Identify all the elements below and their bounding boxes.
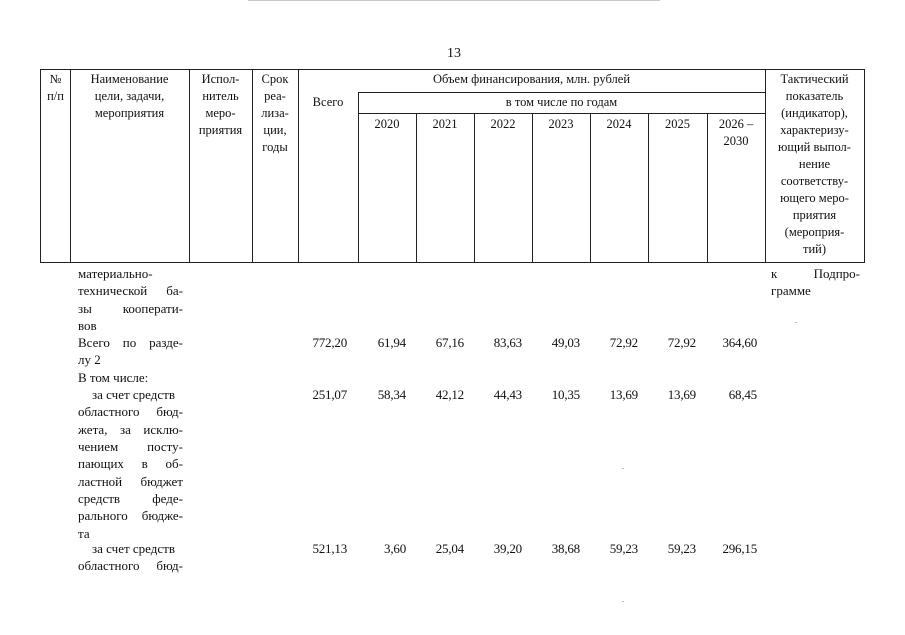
row-value: 13,69 xyxy=(609,387,638,402)
header-total: Всего xyxy=(312,95,344,109)
row-value: 44,43 xyxy=(493,387,522,402)
scan-speck xyxy=(622,601,624,602)
scan-speck xyxy=(795,322,797,323)
row-value: 68,45 xyxy=(728,387,757,402)
header-year-2021: 2021 xyxy=(432,117,458,131)
row-value: 10,35 xyxy=(551,387,580,402)
scan-speck xyxy=(622,468,624,469)
total-value: 364,60 xyxy=(722,335,757,350)
total-value: 61,94 xyxy=(377,335,406,350)
row-value: 39,20 xyxy=(493,541,522,556)
row-value: 296,15 xyxy=(722,541,757,556)
header-year-2026-2030: 2026 – 2030 xyxy=(718,117,754,148)
header-year-2025: 2025 xyxy=(665,117,690,131)
total-value: 72,92 xyxy=(609,335,638,350)
row-value: 25,04 xyxy=(435,541,464,556)
row-value: 13,69 xyxy=(667,387,696,402)
row-value: 59,23 xyxy=(609,541,638,556)
row-value: 3,60 xyxy=(384,541,406,556)
page-number: 13 xyxy=(447,46,461,61)
header-year-2023: 2023 xyxy=(548,117,574,131)
header-by-years: в том числе по годам xyxy=(505,95,618,109)
including-label: В том числе: xyxy=(78,370,149,385)
row-value: 58,34 xyxy=(377,387,406,402)
total-value: 83,63 xyxy=(493,335,522,350)
header-year-2024: 2024 xyxy=(606,117,632,131)
header-num: № п/п xyxy=(47,72,64,103)
total-value: 772,20 xyxy=(312,335,347,350)
header-year-2022: 2022 xyxy=(490,117,516,131)
page-top-rule xyxy=(248,0,660,1)
total-value: 72,92 xyxy=(667,335,696,350)
total-value: 49,03 xyxy=(551,335,580,350)
row-value: 38,68 xyxy=(551,541,580,556)
row-value: 251,07 xyxy=(312,387,347,402)
header-executor: Испол- нитель меро- приятия xyxy=(198,72,243,137)
total-value: 67,16 xyxy=(435,335,464,350)
header-term: Срок реа- лиза- ции, годы xyxy=(261,72,289,154)
header-indicator: Тактический показатель (индикатор), характеризу- ющий выпол- нение соответству- ющего меро- приятия (мероприя- тий) xyxy=(778,72,851,256)
row-value: 42,12 xyxy=(435,387,464,402)
header-funding: Объем финансирования, млн. рублей xyxy=(432,72,631,86)
header-year-2020: 2020 xyxy=(374,117,400,131)
row-value: 521,13 xyxy=(312,541,347,556)
row-value: 59,23 xyxy=(667,541,696,556)
header-name: Наименование цели, задачи, мероприятия xyxy=(90,72,169,120)
